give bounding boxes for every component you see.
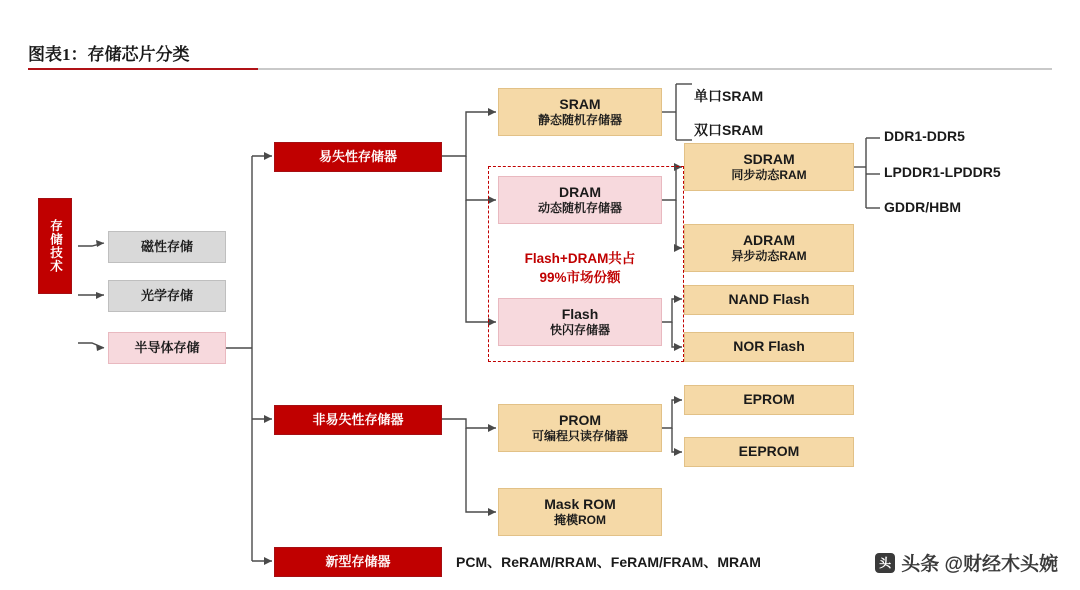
node-volatile-memory[interactable] [274, 142, 442, 172]
node-eprom[interactable] [684, 385, 854, 415]
node-prom-subtitle: 可编程只读存储器 [531, 429, 628, 444]
node-semiconductor-storage[interactable] [108, 332, 226, 364]
node-prom-title: PROM [559, 411, 601, 428]
node-optical-storage[interactable] [108, 280, 226, 312]
watermark-badge: 头 [875, 553, 895, 573]
node-semiconductor-storage-label: 半导体存储 [134, 339, 200, 355]
label-gddr-hbm-spec: GDDR/HBM [884, 199, 961, 215]
node-eeprom[interactable] [684, 437, 854, 467]
node-nand-flash[interactable] [684, 285, 854, 315]
label-ddr-spec: DDR1-DDR5 [884, 128, 965, 144]
node-root-label: 存储技术 [48, 219, 63, 273]
node-nonvolatile-memory[interactable] [274, 405, 442, 435]
node-flash[interactable] [498, 298, 662, 346]
node-adram-title: ADRAM [742, 231, 796, 248]
highlight-note [498, 250, 662, 288]
node-nand-flash-title: NAND Flash [728, 291, 810, 308]
node-optical-storage-label: 光学存储 [140, 287, 193, 303]
watermark [875, 549, 1058, 576]
node-new-memory[interactable] [274, 547, 442, 577]
node-sdram-subtitle: 同步动态RAM [731, 168, 807, 183]
node-nor-flash-title: NOR Flash [733, 338, 805, 355]
node-root[interactable] [38, 198, 72, 294]
node-dram-title: DRAM [559, 183, 601, 200]
title-rule-accent [28, 68, 258, 70]
node-eeprom-title: EEPROM [738, 443, 800, 460]
node-sdram-title: SDRAM [743, 150, 795, 167]
label-new-memory-list: PCM、ReRAM/RRAM、FeRAM/FRAM、MRAM [456, 554, 761, 570]
node-volatile-memory-label: 易失性存储器 [318, 148, 397, 164]
label-single-port-sram: 单口SRAM [694, 88, 764, 104]
node-new-memory-label: 新型存储器 [325, 553, 391, 569]
highlight-note-line2: 99%市场份额 [539, 269, 621, 285]
node-nor-flash[interactable] [684, 332, 854, 362]
node-prom[interactable] [498, 404, 662, 452]
node-mask-rom[interactable] [498, 488, 662, 536]
node-dram[interactable] [498, 176, 662, 224]
highlight-note-line1: Flash+DRAM共占 [524, 251, 636, 266]
node-sram-subtitle: 静态随机存储器 [537, 113, 622, 128]
label-dual-port-sram: 双口SRAM [694, 122, 764, 138]
page-title: 图表1：存储芯片分类 [28, 45, 190, 64]
label-lpddr-spec: LPDDR1-LPDDR5 [884, 164, 1001, 180]
node-magnetic-storage-label: 磁性存储 [140, 238, 193, 254]
node-adram[interactable] [684, 224, 854, 272]
node-mask-rom-subtitle: 掩模ROM [554, 513, 606, 528]
watermark-text: 头条 @财经木头婉 [901, 554, 1058, 575]
node-eprom-title: EPROM [743, 391, 795, 408]
node-nonvolatile-memory-label: 非易失性存储器 [312, 411, 404, 427]
node-sram[interactable] [498, 88, 662, 136]
node-flash-subtitle: 快闪存储器 [549, 323, 610, 338]
node-flash-title: Flash [561, 305, 599, 322]
node-sram-title: SRAM [559, 95, 601, 112]
node-dram-subtitle: 动态随机存储器 [537, 201, 622, 216]
node-adram-subtitle: 异步动态RAM [731, 249, 807, 264]
node-mask-rom-title: Mask ROM [544, 495, 616, 512]
node-magnetic-storage[interactable] [108, 231, 226, 263]
top-bar [0, 0, 1080, 12]
node-sdram[interactable] [684, 143, 854, 191]
